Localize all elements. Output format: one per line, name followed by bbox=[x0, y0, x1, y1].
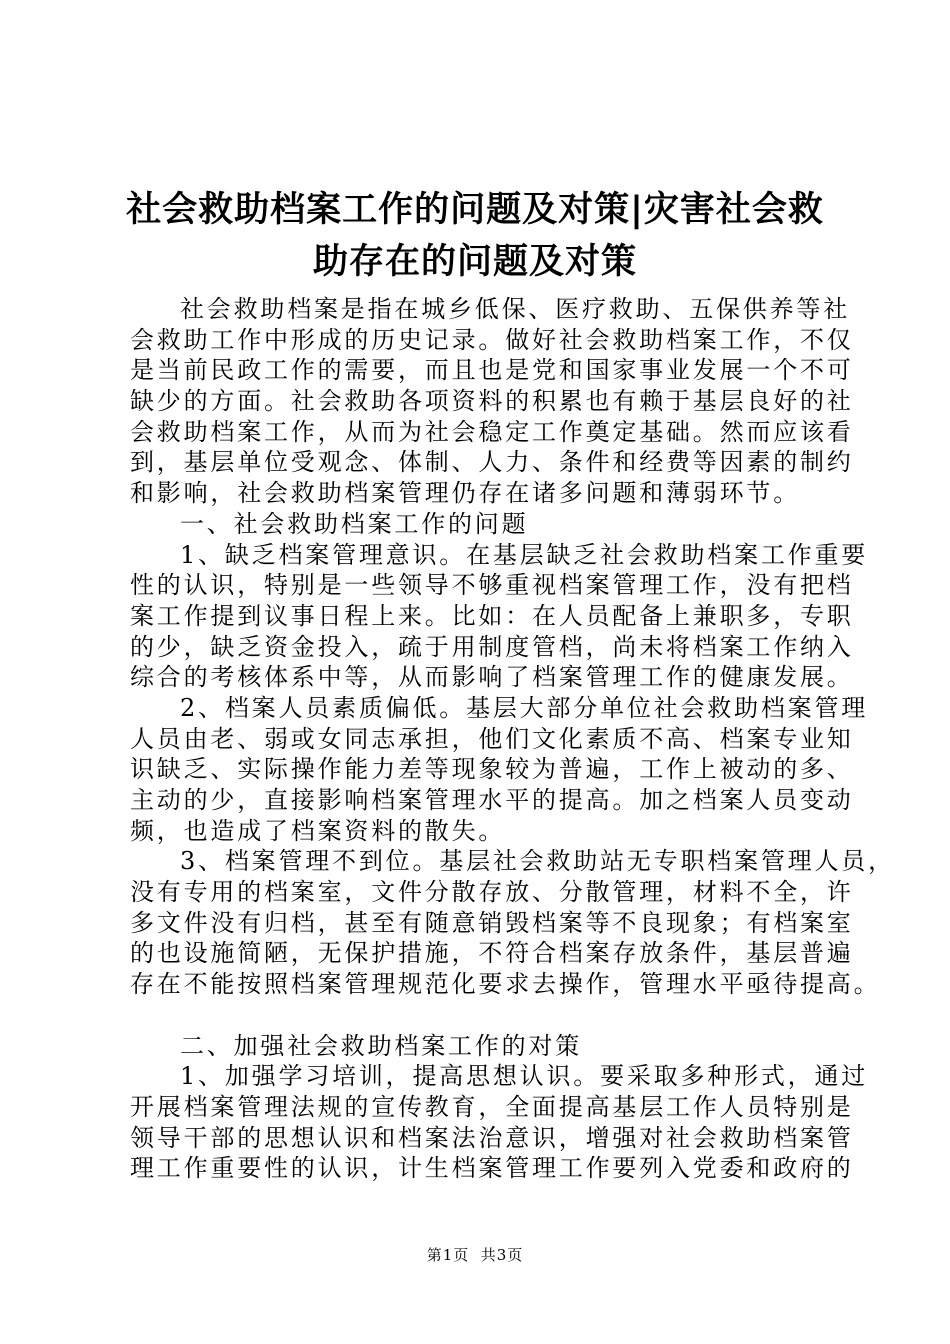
body-line: 2、档案人员素质偏低。基层大部分单位社会救助档案管理 bbox=[180, 693, 869, 722]
document-body bbox=[130, 294, 895, 1184]
page-footer: 第1页 共3页 bbox=[426, 1246, 524, 1264]
body-line: 案工作提到议事日程上来。比如：在人员配备上兼职多，专职 bbox=[130, 601, 854, 630]
document-title-line-2: 助存在的问题及对策 bbox=[312, 242, 637, 282]
document-title-line-1: 社会救助档案工作的问题及对策|灾害社会救 bbox=[126, 190, 824, 230]
body-line: 会救助工作中形成的历史记录。做好社会救助档案工作，不仅 bbox=[130, 325, 854, 354]
body-line: 3、档案管理不到位。基层社会救助站无专职档案管理人员， bbox=[180, 847, 895, 876]
body-line: 会救助档案工作，从而为社会稳定工作奠定基础。然而应该看 bbox=[130, 417, 854, 446]
body-line: 理工作重要性的认识，计生档案管理工作要列入党委和政府的 bbox=[130, 1154, 854, 1183]
body-line: 和影响，社会救助档案管理仍存在诸多问题和薄弱环节。 bbox=[130, 479, 800, 508]
body-line: 到，基层单位受观念、体制、人力、条件和经费等因素的制约 bbox=[130, 448, 854, 477]
body-line: 综合的考核体系中等，从而影响了档案管理工作的健康发展。 bbox=[130, 663, 854, 692]
body-line: 1、缺乏档案管理意识。在基层缺乏社会救助档案工作重要 bbox=[180, 540, 869, 569]
body-line: 领导干部的思想认识和档案法治意识，增强对社会救助档案管 bbox=[130, 1123, 854, 1152]
body-line: 缺少的方面。社会救助各项资料的积累也有赖于基层良好的社 bbox=[130, 387, 854, 416]
body-line: 识缺乏、实际操作能力差等现象较为普遍，工作上被动的多、 bbox=[130, 755, 854, 784]
body-line: 存在不能按照档案管理规范化要求去操作，管理水平亟待提高。 bbox=[130, 970, 881, 999]
body-line: 是当前民政工作的需要，而且也是党和国家事业发展一个不可 bbox=[130, 356, 854, 385]
body-line: 的少，缺乏资金投入，疏于用制度管档，尚未将档案工作纳入 bbox=[130, 632, 854, 661]
body-line: 频，也造成了档案资料的散失。 bbox=[130, 816, 506, 845]
body-line: 多文件没有归档，甚至有随意销毁档案等不良现象；有档案室 bbox=[130, 908, 854, 937]
body-line: 人员由老、弱或女同志承担，他们文化素质不高、档案专业知 bbox=[130, 724, 854, 753]
body-line: 没有专用的档案室，文件分散存放、分散管理，材料不全，许 bbox=[130, 878, 854, 907]
section-heading-1: 一、社会救助档案工作的问题 bbox=[180, 509, 529, 538]
body-line: 的也设施简陋，无保护措施，不符合档案存放条件，基层普遍 bbox=[130, 939, 854, 968]
body-line: 性的认识，特别是一些领导不够重视档案管理工作，没有把档 bbox=[130, 571, 854, 600]
blank-line bbox=[130, 1000, 830, 1031]
body-line: 开展档案管理法规的宣传教育，全面提高基层工作人员特别是 bbox=[130, 1092, 854, 1121]
body-line: 主动的少，直接影响档案管理水平的提高。加之档案人员变动 bbox=[130, 786, 854, 814]
body-line: 社会救助档案是指在城乡低保、医疗救助、五保供养等社 bbox=[180, 295, 850, 323]
section-heading-2: 二、加强社会救助档案工作的对策 bbox=[180, 1031, 582, 1060]
body-line: 1、加强学习培训，提高思想认识。要采取多种形式，通过 bbox=[180, 1062, 869, 1091]
